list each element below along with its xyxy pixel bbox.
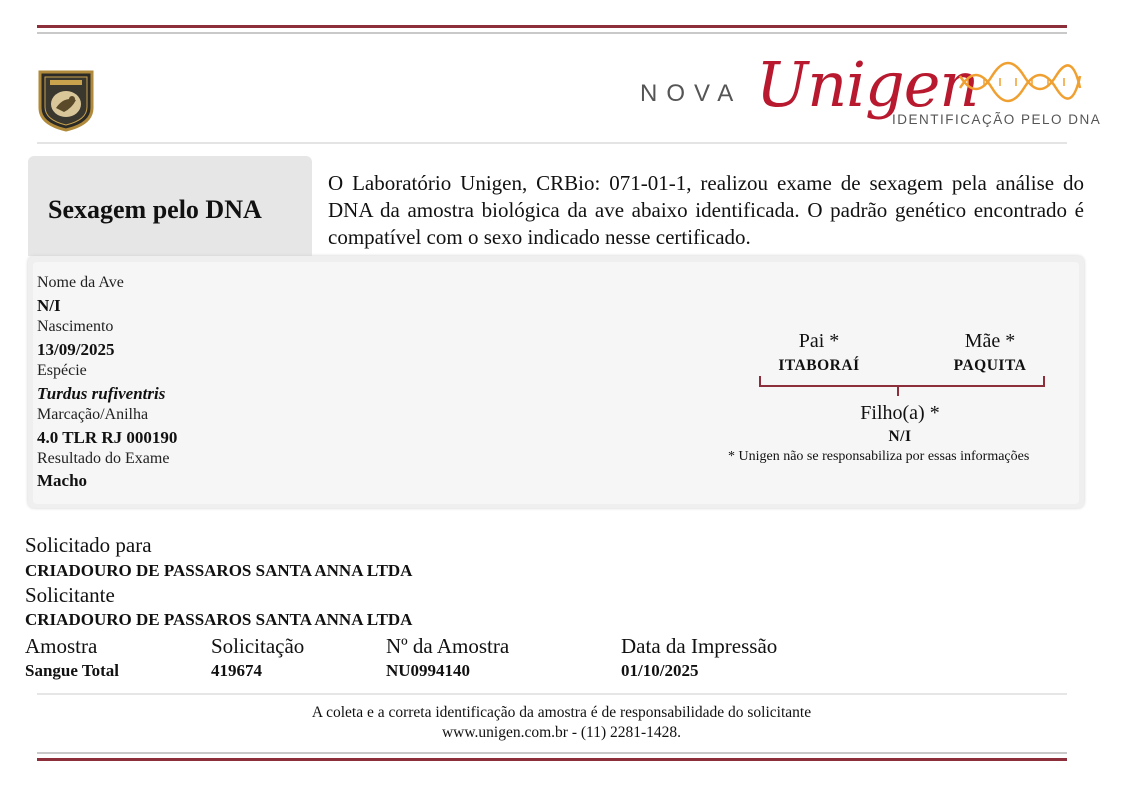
print-date-label: Data da Impressão xyxy=(621,634,778,658)
brand-logo-text: Unigen xyxy=(756,48,979,121)
dna-helix-icon xyxy=(958,58,1082,106)
certificate-intro: O Laboratório Unigen, CRBio: 071-01-1, realizou exame de sexagem pela análise do DNA da amostra biológica da ave abaixo identificada. O padrão genético encontrado é compatível com o sexo indicado nesse certificado. xyxy=(328,171,1084,249)
brand-tagline: IDENTIFICAÇÃO PELO DNA xyxy=(892,112,1102,127)
requested-for-value: CRIADOURO DE PASSAROS SANTA ANNA LTDA xyxy=(25,561,413,580)
birth-value: 13/09/2025 xyxy=(37,340,115,359)
father-value: ITABORAÍ xyxy=(778,357,860,374)
requester-label: Solicitante xyxy=(25,583,115,607)
top-rule xyxy=(37,25,1067,28)
father-label: Pai * xyxy=(798,330,840,352)
request-value: 419674 xyxy=(211,661,262,680)
footer-note: A coleta e a correta identificação da amostra é de responsabilidade do solicitante xyxy=(311,704,812,721)
ring-value: 4.0 TLR RJ 000190 xyxy=(37,428,178,447)
child-label: Filho(a) * xyxy=(860,402,940,424)
footer-divider xyxy=(37,693,1067,695)
print-date-value: 01/10/2025 xyxy=(621,661,699,680)
result-value: Macho xyxy=(37,471,88,490)
bottom-rule-light xyxy=(37,752,1067,754)
mother-value: PAQUITA xyxy=(953,357,1027,374)
mother-label: Mãe * xyxy=(964,330,1016,352)
ring-label: Marcação/Anilha xyxy=(37,406,149,423)
sample-number-label: Nº da Amostra xyxy=(386,634,510,658)
species-label: Espécie xyxy=(37,362,87,379)
requested-for-label: Solicitado para xyxy=(25,533,152,557)
bird-name-value: N/I xyxy=(37,296,61,315)
top-rule-light xyxy=(37,32,1067,34)
species-value: Turdus rufiventris xyxy=(37,384,166,403)
brand-prefix: NOVA xyxy=(640,80,743,107)
header-divider xyxy=(37,142,1067,144)
result-label: Resultado do Exame xyxy=(37,450,170,467)
bird-name-label: Nome da Ave xyxy=(37,274,124,291)
sample-number-value: NU0994140 xyxy=(386,661,471,680)
pedigree-disclaimer: * Unigen não se responsabiliza por essas informações xyxy=(728,449,1030,464)
bottom-rule xyxy=(37,758,1067,761)
certificate-title: Sexagem pelo DNA xyxy=(48,195,262,224)
child-value: N/I xyxy=(888,428,912,445)
requester-value: CRIADOURO DE PASSAROS SANTA ANNA LTDA xyxy=(25,610,413,629)
birth-label: Nascimento xyxy=(37,318,114,335)
request-label: Solicitação xyxy=(211,634,305,658)
bird-seal-icon xyxy=(36,68,96,132)
footer-contact: www.unigen.com.br - (11) 2281-1428. xyxy=(441,724,682,741)
pedigree-bracket xyxy=(758,374,1046,396)
sample-value: Sangue Total xyxy=(25,661,120,680)
sample-label: Amostra xyxy=(25,634,98,658)
